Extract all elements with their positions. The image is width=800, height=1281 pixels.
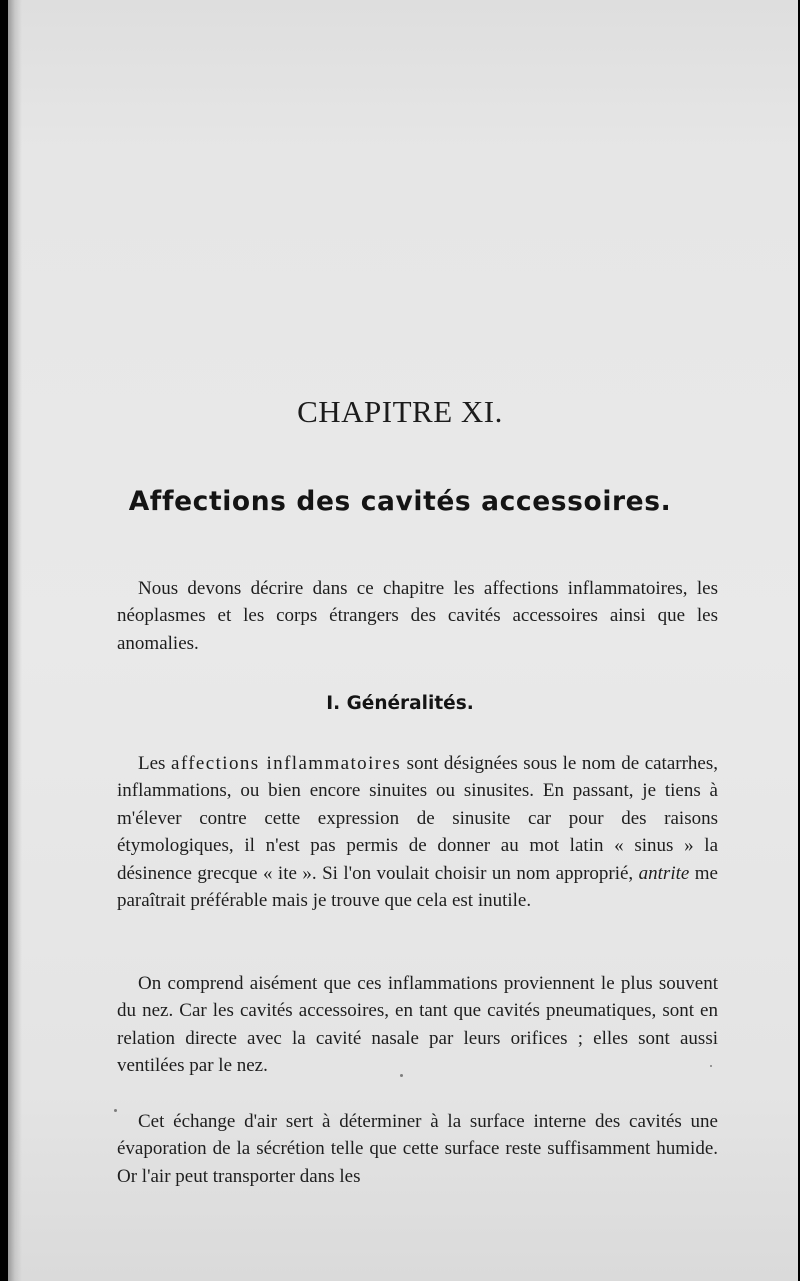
paragraph-lead: Les [138,753,171,774]
italic-term: antrite [638,862,690,884]
intro-paragraph: Nous devons décrire dans ce chapitre les affections inflammatoires, les néoplasmes et les corps étrangers des cavités accessoires ainsi que les anomalies. [117,578,718,654]
paragraph-body: sont désignées sous le nom de catarrhes, inflammations, ou bien encore sinuites ou sinusites. En passant, je tiens à m'élever contre cette expression de sinusite car pour des raisons étymologiques, il n'est pas permis de donner au mot latin « sinus » la désinence grecque « ite ». Si l'on voulait choisir un nom approprié, [117,753,719,884]
paragraph-air-exchange: Cet échange d'air sert à déterminer à la surface interne des cavités une évaporation de la sécrétion telle que cette surface reste suffisamment humide. Or l'air peut transporter dans les [117,1111,718,1187]
paragraph-origin: On comprend aisément que ces inflammations proviennent le plus souvent du nez. Car les cavités accessoires, en tant que cavités pneumatiques, sont en relation directe avec la cavité nasale par leurs orifices ; elles sont aussi ventilées par le nez. [117,973,718,1077]
paragraph-affections [117,750,718,914]
section-heading: I. Généralités. [326,693,474,714]
emphasized-term: affections inflammatoires [170,753,402,774]
chapter-heading: Affections des cavités accessoires. [128,486,672,517]
chapter-number: CHAPITRE XI. [297,394,503,429]
paragraph-tail: me paraîtrait préférable mais je trouve que cela est inutile. [117,862,718,912]
page-shadow-edge [8,0,22,1281]
